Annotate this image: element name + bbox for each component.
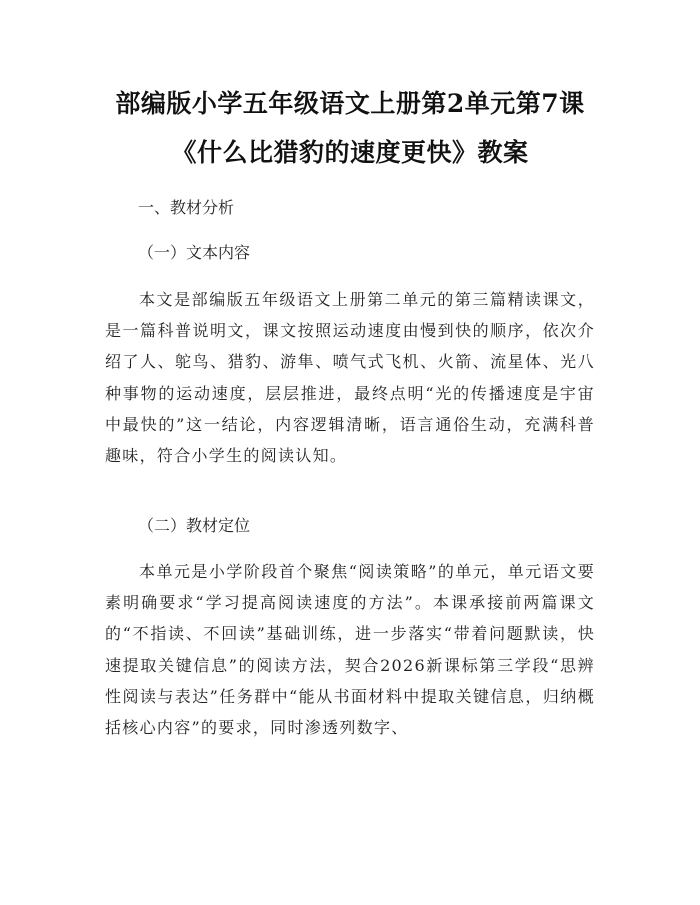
subsection-heading-textbook-positioning: （二）教材定位 bbox=[138, 516, 251, 535]
document-title-line-1: 部编版小学五年级语文上册第2单元第7课 bbox=[115, 89, 585, 118]
document-title-line-2: 《什么比猎豹的速度更快》教案 bbox=[171, 138, 529, 167]
section-heading-textbook-analysis: 一、教材分析 bbox=[138, 198, 235, 217]
subsection-heading-text-content: （一）文本内容 bbox=[138, 243, 251, 262]
paragraph-text-content: 本文是部编版五年级语文上册第二单元的第三篇精读课文，是一篇科普说明文，课文按照运动速度由慢到快的顺序，依次介绍了人、鸵鸟、猎豹、游隼、喷气式飞机、火箭、流星体、光八种事物的运动速度，层层推进，最终点明“光的传播速度是宇宙中最快的”这一结论，内容逻辑清晰，语言通俗生动，充满科普趣味，符合小学生的阅读认知。 bbox=[105, 290, 595, 466]
paragraph-textbook-positioning: 本单元是小学阶段首个聚焦“阅读策略”的单元，单元语文要素明确要求“学习提高阅读速度的方法”。本课承接前两篇课文的“不指读、不回读”基础训练，进一步落实“带着问题默读，快速提取关键信息”的阅读方法，契合2026新课标第三学段“思辨性阅读与表达”任务群中“能从书面材料中提取关键信息，归纳概括核心内容”的要求，同时渗透列数字、 bbox=[105, 562, 595, 738]
